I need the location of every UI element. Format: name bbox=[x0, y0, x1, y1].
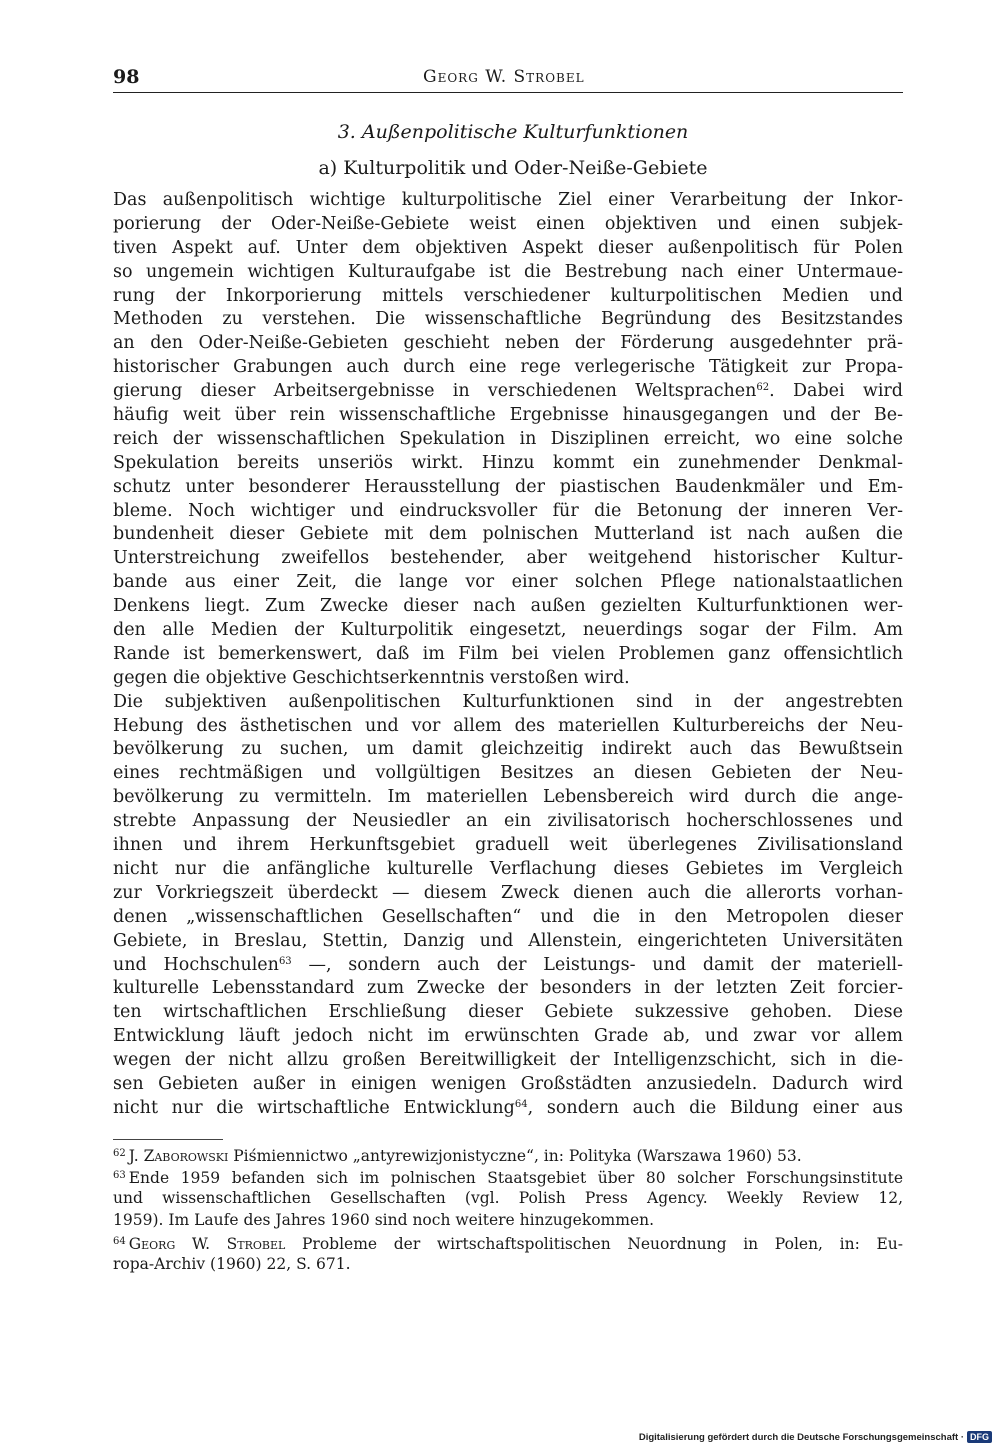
page-number: 98 bbox=[113, 66, 140, 88]
footnote-text: Ende 1959 befanden sich im polnischen Staatsgebiet über 80 solcher Forschungsinstitute bbox=[128, 1169, 903, 1187]
footnote-63 bbox=[113, 1165, 903, 1187]
body-text bbox=[113, 189, 903, 1121]
credit-text: Digitalisierung gefördert durch die Deutsche Forschungsgemeinschaft · bbox=[638, 1431, 964, 1443]
text-line: Die subjektiven außenpolitischen Kulturfunktionen sind in der angestrebten bbox=[113, 691, 903, 712]
text-line: rung der Inkorporierung mittels verschiedener kulturpolitischen Medien und bbox=[113, 285, 903, 306]
footnote-text: Probleme der wirtschaftspolitischen Neuordnung in Polen, in: Eu- bbox=[285, 1235, 903, 1253]
text-line: Rande ist bemerkenswert, daß im Film bei vielen Problemen ganz offensichtlich bbox=[113, 643, 903, 664]
text-line: Spekulation bereits unseriös wirkt. Hinzu kommt ein zunehmender Denkmal- bbox=[113, 452, 903, 473]
text-segment: gierung dieser Arbeitsergebnisse in verschiedenen Weltsprachen bbox=[113, 381, 757, 402]
running-header bbox=[113, 66, 903, 93]
text-line: kulturelle Lebensstandard zum Zwecke der besonders in der letzten Zeit forcier- bbox=[113, 978, 903, 999]
text-line: den alle Medien der Kulturpolitik eingesetzt, neuerdings sogar der Film. Am bbox=[113, 620, 903, 641]
text-line: Das außenpolitisch wichtige kulturpolitische Ziel einer Verarbeitung der Inkor- bbox=[113, 190, 903, 210]
footnote-author: Georg W. Strobel bbox=[128, 1235, 286, 1253]
dfg-logo: DFG bbox=[967, 1431, 992, 1443]
footnote-ref-64[interactable]: 64 bbox=[514, 1098, 528, 1110]
footnote-text-line: 1959). Im Laufe des Jahres 1960 sind noch weitere hinzugekommen. bbox=[113, 1211, 655, 1229]
digitization-credit bbox=[639, 1431, 992, 1443]
text-segment: —, sondern auch der Leistungs- und damit der materiell- bbox=[291, 954, 903, 975]
text-line: Entwicklung läuft jedoch nicht im erwünschten Grade ab, und zwar vor allem bbox=[113, 1026, 903, 1047]
footnote-number: 64 bbox=[113, 1236, 126, 1247]
text-segment: . Dabei wird bbox=[769, 381, 903, 402]
text-line: tiven Aspekt auf. Unter dem objektiven Aspekt dieser außenpolitisch für Polen bbox=[113, 237, 903, 258]
text-line: denen „wissenschaftlichen Gesellschaften“ und die in den Metropolen dieser bbox=[113, 906, 903, 927]
paragraph bbox=[113, 691, 903, 1121]
text-line bbox=[113, 954, 903, 978]
text-line bbox=[113, 1097, 903, 1121]
section-title: 3. Außenpolitische Kulturfunktionen bbox=[337, 121, 689, 143]
text-line: bundenheit dieser Gebiete mit dem polnischen Mutterland ist nach außen die bbox=[113, 524, 903, 545]
text-line: eines rechtmäßigen und vollgültigen Besitzes an diesen Gebieten der Neu- bbox=[113, 763, 903, 784]
text-line: häufig weit über rein wissenschaftliche Ergebnisse hinausgegangen und der Be- bbox=[113, 405, 903, 426]
footnote-text-line: ropa-Archiv (1960) 22, S. 671. bbox=[113, 1255, 351, 1273]
text-segment: , sondern auch die Bildung einer aus bbox=[527, 1097, 904, 1118]
footnote-text: Piśmiennictwo „antyrewizjonistyczne“, in: Polityka (Warszawa 1960) 53. bbox=[228, 1147, 802, 1165]
footnote-62 bbox=[113, 1143, 903, 1165]
text-line: bleme. Noch wichtiger und eindrucksvoller für die Betonung der inneren Ver- bbox=[113, 500, 903, 521]
footnote-divider bbox=[113, 1139, 223, 1140]
text-line: Methoden zu verstehen. Die wissenschaftliche Begründung des Besitzstandes bbox=[113, 309, 903, 330]
running-head-author: Georg W. Strobel bbox=[423, 67, 585, 87]
text-segment: nicht nur die wirtschaftliche Entwicklung bbox=[113, 1097, 515, 1118]
text-line: bevölkerung zu vermitteln. Im materiellen Lebensbereich wird durch die ange- bbox=[113, 787, 903, 808]
text-segment: und Hochschulen bbox=[113, 954, 279, 975]
footnote-text-line: und wissenschaftlichen Gesellschaften (vgl. Polish Press Agency. Weekly Review 12, bbox=[113, 1189, 903, 1207]
text-line: Hebung des ästhetischen und vor allem des materiellen Kulturbereichs der Neu- bbox=[113, 715, 903, 736]
footnote-ref-62[interactable]: 62 bbox=[756, 382, 770, 394]
text-line: bevölkerung zu suchen, um damit gleichzeitig indirekt auch das Bewußtsein bbox=[113, 739, 903, 760]
text-line: Unterstreichung zweifellos bestehender, aber weitgehend historischer Kultur- bbox=[113, 548, 903, 569]
text-line: zur Vorkriegszeit überdeckt — diesem Zweck dienen auch die allerorts vorhan- bbox=[113, 882, 903, 903]
subsection-title: a) Kulturpolitik und Oder-Neiße-Gebiete bbox=[318, 157, 708, 179]
text-line: ihnen und ihrem Herkunftsgebiet graduell weit überlegenes Zivilisationsland bbox=[113, 835, 903, 856]
text-line: wegen der nicht allzu großen Bereitwilligkeit der Intelligenzschicht, sich in die- bbox=[113, 1050, 903, 1071]
footnote-author: J. Zaborowski bbox=[128, 1147, 229, 1165]
text-line: an den Oder-Neiße-Gebieten geschieht neben der Förderung ausgedehnter prä- bbox=[113, 333, 903, 354]
text-line: so ungemein wichtigen Kulturaufgabe ist die Bestrebung nach einer Untermaue- bbox=[113, 261, 903, 282]
text-line bbox=[113, 380, 903, 404]
text-line: schutz unter besonderer Herausstellung der piastischen Baudenkmäler und Em- bbox=[113, 476, 903, 497]
footnote-64 bbox=[113, 1231, 903, 1253]
footnotes bbox=[113, 1143, 903, 1275]
text-line: Denkens liegt. Zum Zwecke dieser nach außen gezielten Kulturfunktionen wer- bbox=[113, 596, 903, 617]
text-line: ten wirtschaftlichen Erschließung dieser Gebiete sukzessive gehoben. Diese bbox=[113, 1002, 903, 1023]
text-line: sen Gebieten außer in einigen wenigen Großstädten anzusiedeln. Dadurch wird bbox=[113, 1073, 903, 1094]
text-line: strebte Anpassung der Neusiedler an ein zivilisatorisch hocherschlossenes und bbox=[113, 811, 903, 832]
text-line: nicht nur die anfängliche kulturelle Verflachung dieses Gebietes im Vergleich bbox=[113, 858, 903, 879]
text-line: porierung der Oder-Neiße-Gebiete weist einen objektiven und einen subjek- bbox=[113, 213, 903, 234]
footnote-ref-63[interactable]: 63 bbox=[278, 955, 292, 967]
text-line: Gebiete, in Breslau, Stettin, Danzig und Allenstein, eingerichteten Universitäten bbox=[113, 930, 903, 951]
footnote-number: 62 bbox=[113, 1148, 126, 1159]
text-line: historischer Grabungen auch durch eine rege verlegerische Tätigkeit zur Propa- bbox=[113, 357, 903, 378]
paragraph bbox=[113, 189, 903, 691]
footnote-number: 63 bbox=[113, 1170, 126, 1181]
text-line: gegen die objektive Geschichtserkenntnis verstoßen wird. bbox=[113, 667, 630, 688]
text-line: bande aus einer Zeit, die lange vor einer solchen Pflege nationalstaatlichen bbox=[113, 572, 903, 593]
text-line: reich der wissenschaftlichen Spekulation in Disziplinen erreicht, wo eine solche bbox=[113, 428, 903, 449]
